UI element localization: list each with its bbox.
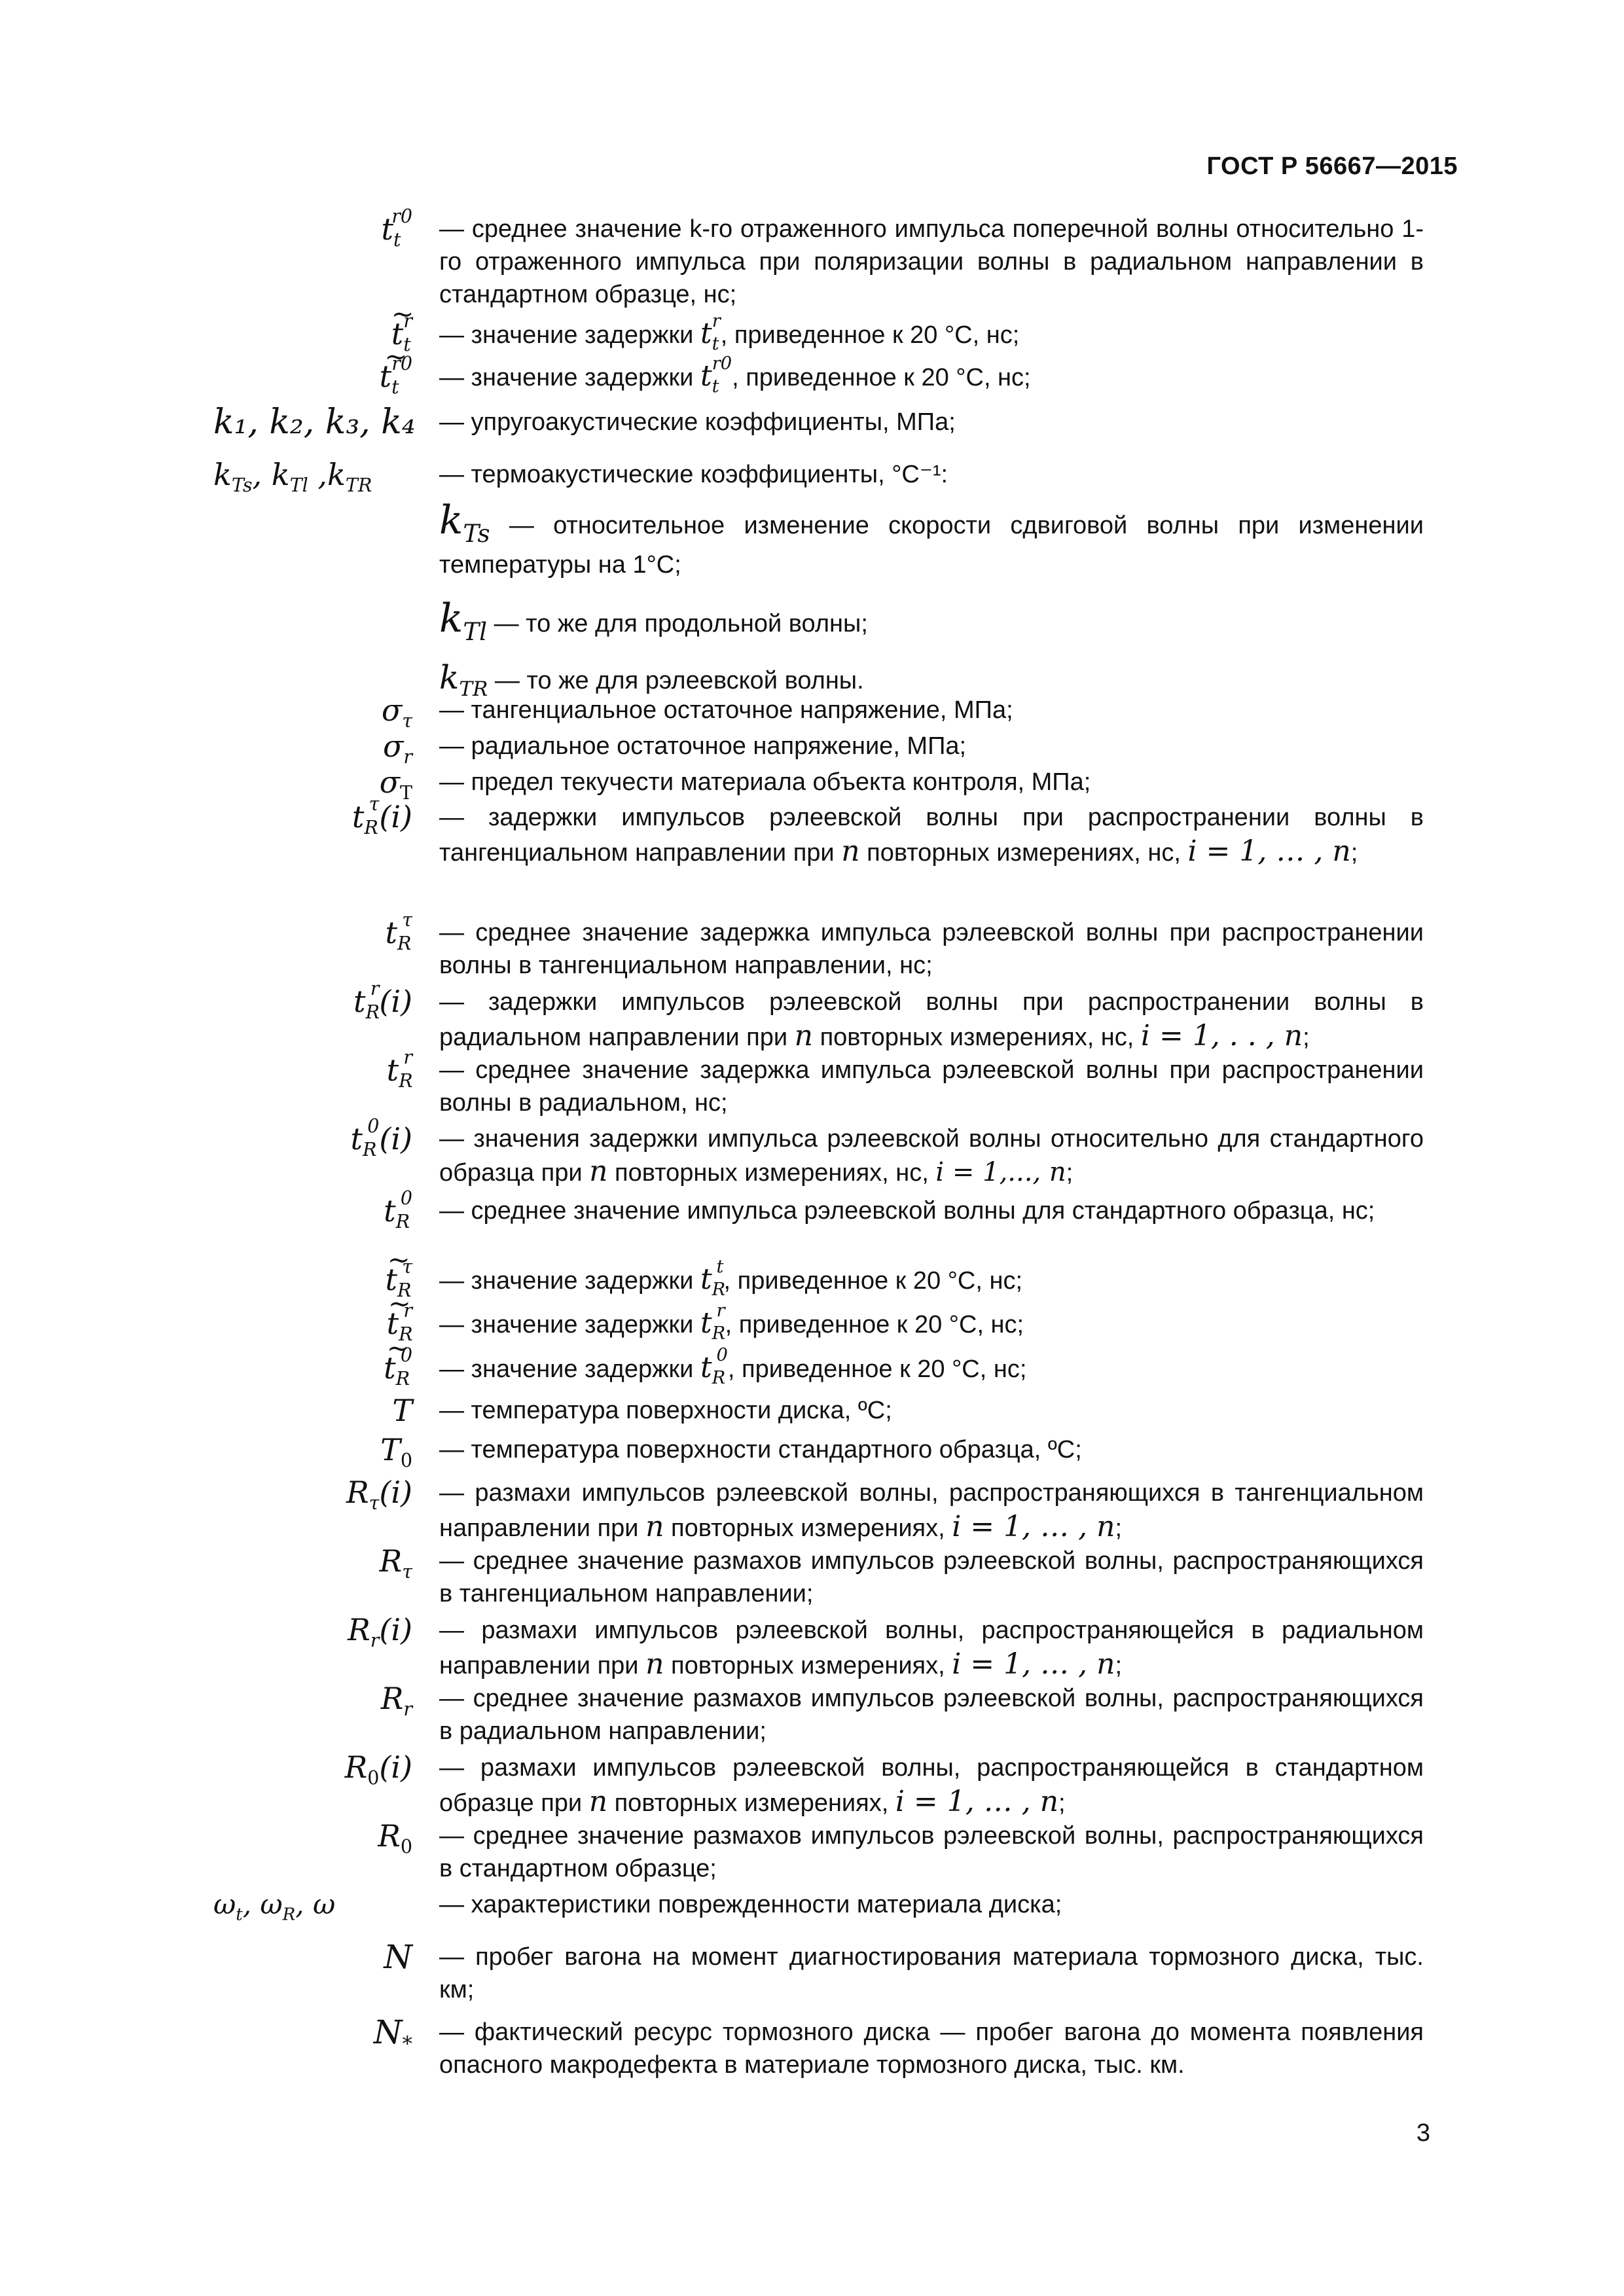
description: — температура поверхности диска, ºС; [439,1397,892,1424]
description: — задержки импульсов рэлеевской волны при распространении волны в тангенциальном направлении при n повторных измерениях, нс, i = 1, … , n; [439,804,1424,868]
description: — среднее значение задержка импульса рэлеевской волны при распространении волны в радиальном, нс; [439,1056,1424,1117]
symbol: $T_0$ [380,1432,412,1472]
symbol: $R_0(i)$ [344,1749,412,1789]
symbol: $\sigma_r$ [382,728,412,768]
document-header: ГОСТ Р 56667—2015 [1206,152,1458,180]
description: — среднее значение задержка импульса рэлеевской волны при распространении волны в тангенциальном направлении, нс; [439,919,1424,979]
symbol: $k_{Ts}$, $k_{Tl}$ $,k_{TR}$ [213,457,372,497]
symbol: $R_\tau(i)$ [346,1475,412,1515]
symbol: T [392,1393,412,1428]
description: — размахи импульсов рэлеевской волны, распространяющейся в стандартном образце при n повторных измерениях, i = 1, … , n; [439,1754,1424,1818]
description: — среднее значение импульса рэлеевской волны для стандартного образца, нс; [439,1197,1375,1225]
symbol: $R_0$ [378,1818,412,1858]
symbol: $t_R^\tau$ [385,909,412,955]
symbol: $t_R^r$ [386,1047,413,1092]
description: — среднее значение размахов импульсов рэлеевской волны, распространяющихся в радиальном направлении; [439,1685,1424,1745]
description: — термоакустические коэффициенты, °С⁻¹: [439,461,948,488]
description: $k_{Ts}$ — относительное изменение скорости сдвиговой волны при изменении температуры на 1°С; [439,497,1424,579]
symbol: ~ $t_R^r$ [387,1307,412,1340]
description: — размахи импульсов рэлеевской волны, распространяющейся в радиальном направлении при n повторных измерениях, i = 1, … , n; [439,1617,1424,1681]
symbol: k₁, k₂, k₃, k₄ [213,403,416,442]
symbol: $N_*$ [373,2013,412,2056]
description: — размахи импульсов рэлеевской волны, распространяющихся в тангенциальном направлении при n повторных измерениях, i = 1, … , n; [439,1479,1424,1543]
description: — значения задержки импульса рэлеевской волны относительно для стандартного образца при n повторных измерениях, нс, i = 1,..., n; [439,1125,1424,1188]
symbol: $\omega_t$, $\omega_R$, ω [213,1888,336,1925]
description: — предел текучести материала объекта контроля, МПа; [439,768,1091,796]
symbol: $\sigma_Т$ [379,764,412,804]
description: — тангенциальное остаточное напряжение, МПа; [439,696,1013,724]
symbol: $R_r$ [380,1681,412,1721]
symbol: N [384,1938,412,1976]
symbol: $t_R^0$ [384,1187,412,1233]
symbol: ~ $t_t^{r0}$ [380,360,412,393]
description: — задержки импульсов рэлеевской волны при распространении волны в радиальном направлении при n повторных измерениях, нс, i = 1, . . , n; [439,988,1424,1052]
description: — среднее значение размахов импульсов рэлеевской волны, распространяющихся в стандартном образце; [439,1822,1424,1882]
symbol: $t_R^\tau(i)$ [352,793,412,839]
symbol: ~ $t_t^r$ [391,317,412,350]
symbol: $R_\tau$ [379,1543,412,1583]
description: — фактический ресурс тормозного диска — пробег вагона до момента появления опасного макродефекта в материале тормозного диска, тыс. км. [439,2018,1424,2079]
description: — упругоакустические коэффициенты, МПа; [439,408,956,436]
description: — радиальное остаточное напряжение, МПа; [439,732,967,760]
description: — среднее значение k-го отраженного импульса поперечной волны относительно 1-го отраженного импульса при поляризации волны в радиальном направлении в стандартном образце, нс; [439,215,1424,308]
description: — температура поверхности стандартного образца, ºС; [439,1436,1082,1463]
description: — значение задержки $t_R^0$, приведенное к 20 °С, нс; [439,1345,1027,1388]
description: $k_{TR}$ — то же для рэлеевской волны. [439,658,864,701]
description: — значение задержки $t_t^r$, приведенное к 20 °С, нс; [439,311,1020,354]
description: — среднее значение размахов импульсов рэлеевской волны, распространяющихся в тангенциальном направлении; [439,1547,1424,1607]
description: — значение задержки $t_R^t$, приведенное к 20 °С, нс; [439,1257,1023,1300]
symbols-list [0,206,1624,2176]
symbol: $t_R^0(i)$ [350,1115,412,1161]
description: — пробег вагона на момент диагностирования материала тормозного диска, тыс. км; [439,1943,1424,2003]
symbol: $t_R^r(i)$ [353,978,412,1024]
description: — значение задержки $t_t^{r0}$, приведенное к 20 °С, нс; [439,353,1031,397]
description: — характеристики поврежденности материала диска; [439,1891,1062,1918]
symbol: $R_r(i)$ [348,1612,412,1652]
symbol: ~ $t_R^0$ [384,1352,412,1384]
description: $k_{Tl}$ — то же для продольной волны; [439,596,868,646]
symbol: ~ $t_R^\tau$ [385,1263,412,1296]
symbol: $\sigma_\tau$ [381,692,412,732]
description: — значение задержки $t_R^r$, приведенное к 20 °С, нс; [439,1300,1024,1344]
page-number: 3 [1416,2119,1430,2147]
symbol: $t_t^{r0}$ [381,206,412,251]
